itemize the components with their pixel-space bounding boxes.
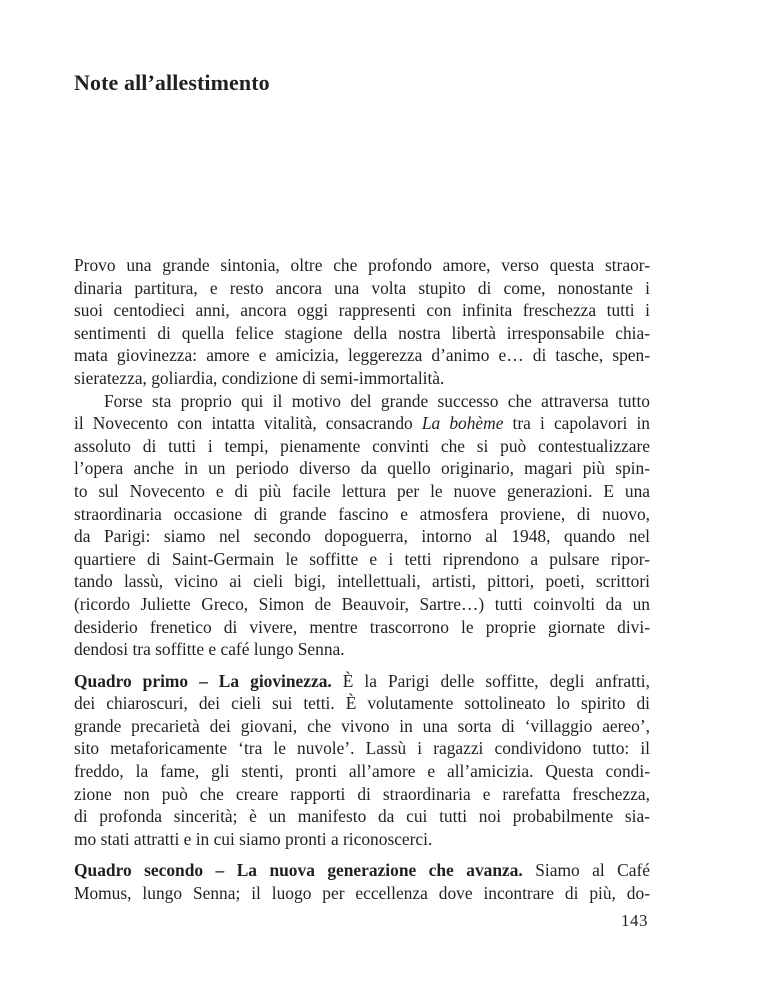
text-line: Forse sta proprio qui il motivo del grande successo che attraversa tutto [104, 390, 650, 411]
text-line: freddo, la fame, gli stenti, pronti all’amore e all’amicizia. Questa condi- [74, 761, 650, 782]
text-line [74, 670, 650, 693]
text-line: mata giovinezza: amore e amicizia, leggerezza d’animo e… di tasche, spen- [74, 345, 650, 366]
text-line: to sul Novecento e di più facile lettura per le nuove generazioni. E una [74, 480, 650, 501]
text-line: grande precarietà dei giovani, che vivono in una sorta di ‘villaggio aereo’, [74, 715, 650, 736]
text-line: mo stati attratti e in cui siamo pronti a riconoscerci. [74, 828, 433, 849]
section-heading: Quadro secondo – La nuova generazione che avanza. [74, 860, 523, 881]
section-heading: Quadro primo – La giovinezza. [74, 670, 332, 691]
text-line: sieratezza, goliardia, condizione di semi-immortalità. [74, 367, 445, 388]
text-line: sentimenti di quella felice stagione della nostra libertà irresponsabile chia- [74, 322, 650, 343]
body-text [74, 254, 650, 905]
text-line [74, 412, 650, 435]
text-line: assoluto di tutti i tempi, pienamente convinti che si può contestualizzare [74, 435, 650, 456]
text-span: il Novecento con intatta vitalità, consacrando [74, 413, 422, 434]
paragraph-1 [74, 254, 650, 390]
text-line: sito metaforicamente ‘tra le nuvole’. Lassù i ragazzi condividono tutto: il [74, 738, 650, 759]
text-span: Siamo al Café [522, 860, 650, 881]
paragraph-quadro-secondo [74, 859, 650, 904]
text-line: straordinaria occasione di grande fascino e atmosfera proviene, di nuovo, [74, 503, 650, 524]
text-line: (ricordo Juliette Greco, Simon de Beauvoir, Sartre…) tutti coinvolti da un [74, 593, 650, 614]
text-line: tando lassù, vicino ai cieli bigi, intellettuali, artisti, pittori, poeti, scrittori [74, 571, 650, 592]
text-line: Momus, lungo Senna; il luogo per eccellenza dove incontrare di più, do- [74, 883, 650, 904]
text-span: tra i capolavori in [503, 413, 650, 434]
text-line: di profonda sincerità; è un manifesto da cui tutti noi probabilmente sia- [74, 806, 650, 827]
text-line: dei chiaroscuri, dei cieli sui tetti. È volutamente sottolineato lo spirito di [74, 693, 650, 714]
paragraph-quadro-primo [74, 670, 650, 851]
text-line: dinaria partitura, e resto ancora una volta stupito di come, nonostante i [74, 277, 650, 298]
text-line: l’opera anche in un periodo diverso da quello originario, magari più spin- [74, 458, 650, 479]
text-line: dendosi tra soffitte e café lungo Senna. [74, 639, 345, 660]
page-number: 143 [621, 911, 648, 930]
chapter-title: Note all’allestimento [74, 70, 270, 95]
text-line: da Parigi: siamo nel secondo dopoguerra, intorno al 1948, quando nel [74, 526, 650, 547]
text-line: desiderio frenetico di vivere, mentre trascorrono le proprie giornate divi- [74, 616, 650, 637]
text-span: È la Parigi delle soffitte, degli anfratti, [331, 670, 650, 691]
text-line [74, 859, 650, 882]
text-line: suoi centodieci anni, ancora oggi rappresenti con infinita freschezza tutti i [74, 300, 650, 321]
opera-title: La bohème [421, 413, 504, 434]
paragraph-2 [74, 390, 650, 661]
text-line: Provo una grande sintonia, oltre che profondo amore, verso questa straor- [74, 255, 650, 275]
text-line: quartiere di Saint-Germain le soffitte e i tetti riprendono a pulsare ripor- [74, 548, 650, 569]
text-line: zione non può che creare rapporti di straordinaria e rarefatta freschezza, [74, 783, 650, 804]
